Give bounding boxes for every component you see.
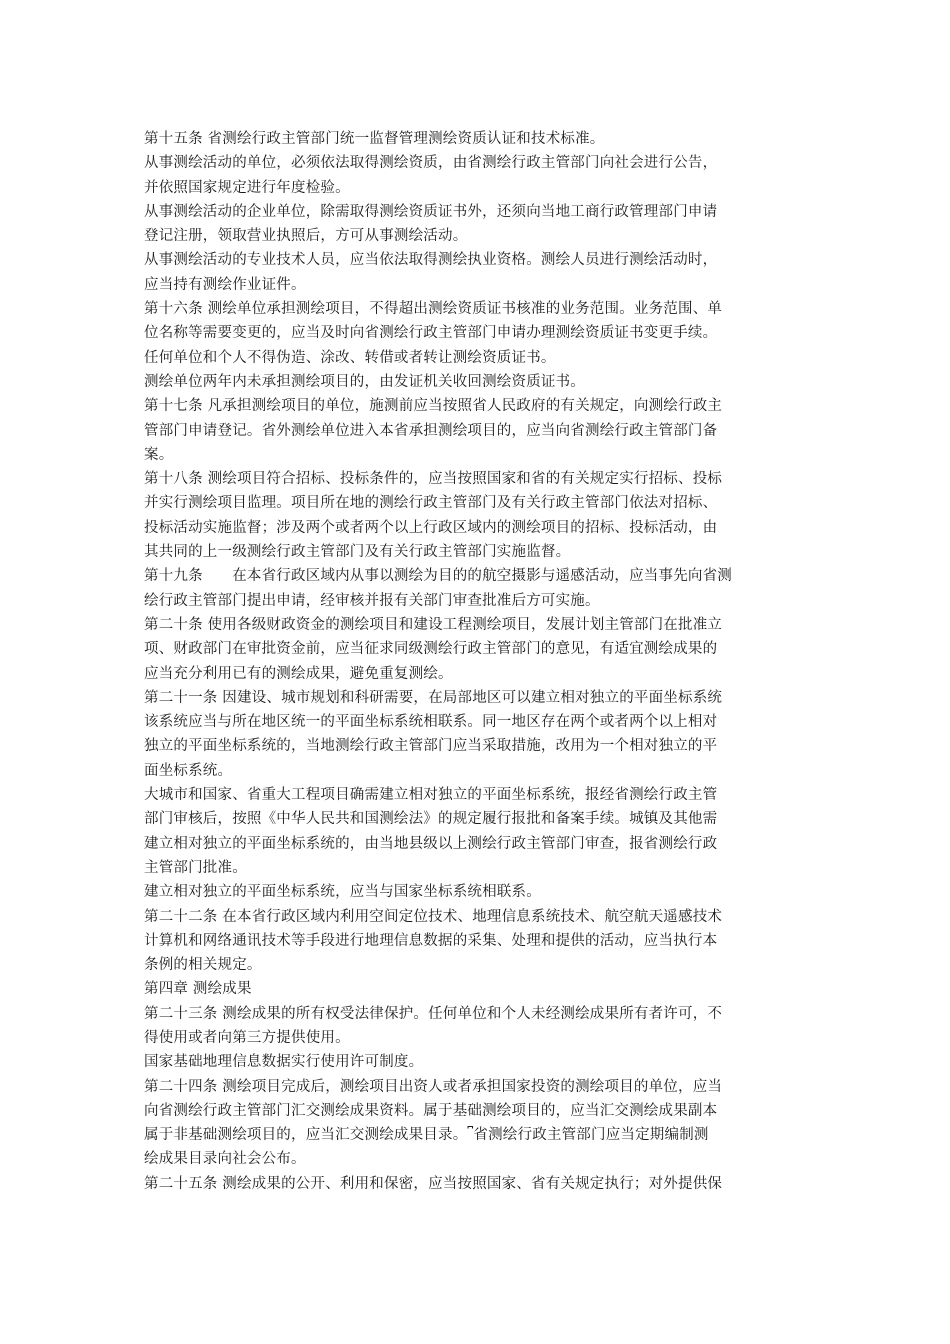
text-line: 国家基础地理信息数据实行使用许可制度。 xyxy=(144,1054,424,1071)
chapter-heading: 第四章 测绘成果 xyxy=(144,981,252,998)
text-line: 任何单位和个人不得伪造、涂改、转借或者转让测绘资质证书。 xyxy=(144,349,556,366)
text-line: 第二十五条 测绘成果的公开、利用和保密，应当按照国家、省有关规定执行；对外提供保 xyxy=(144,1175,723,1192)
text-line: 部门审核后，按照《中华人民共和国测绘法》的规定履行报批和备案手续。城镇及其他需 xyxy=(144,811,718,828)
text-line: 绘成果目录向社会公布。 xyxy=(144,1151,306,1168)
document-page xyxy=(144,127,814,1196)
text-line: 向省测绘行政主管部门汇交测绘成果资料。属于基础测绘项目的，应当汇交测绘成果副本 xyxy=(144,1102,718,1119)
text-line: 第十八条 测绘项目符合招标、投标条件的，应当按照国家和省的有关规定实行招标、投标 xyxy=(144,471,723,488)
text-line: 绘行政主管部门提出申请，经审核并报有关部门审查批准后方可实施。 xyxy=(144,592,600,609)
text-line: 项、财政部门在审批资金前，应当征求同级测绘行政主管部门的意见，有适宜测绘成果的 xyxy=(144,641,718,658)
text-line: 第十七条 凡承担测绘项目的单位，施测前应当按照省人民政府的有关规定，向测绘行政主 xyxy=(144,398,723,415)
text-line: 第二十二条 在本省行政区域内利用空间定位技术、地理信息系统技术、航空航天遥感技术 xyxy=(144,908,723,925)
text-line: 应当充分利用已有的测绘成果，避免重复测绘。 xyxy=(144,665,453,682)
text-line: 位名称等需要变更的，应当及时向省测绘行政主管部门申请办理测绘资质证书变更手续。 xyxy=(144,325,718,342)
text-line: 该系统应当与所在地区统一的平面坐标系统相联系。同一地区存在两个或者两个以上相对 xyxy=(144,714,718,731)
text-line: 主管部门批准。 xyxy=(144,859,247,876)
text-line: 计算机和网络通讯技术等手段进行地理信息数据的采集、处理和提供的活动，应当执行本 xyxy=(144,932,718,949)
text-line: 第二十三条 测绘成果的所有权受法律保护。任何单位和个人未经测绘成果所有者许可，不 xyxy=(144,1005,723,1022)
text-line: 第二十一条 因建设、城市规划和科研需要，在局部地区可以建立相对独立的平面坐标系统 xyxy=(144,689,723,706)
text-line: 建立相对独立的平面坐标系统，应当与国家坐标系统相联系。 xyxy=(144,884,541,901)
text-line: 测绘单位两年内未承担测绘项目的，由发证机关收回测绘资质证书。 xyxy=(144,373,585,390)
text-line: 第十六条 测绘单位承担测绘项目，不得超出测绘资质证书核准的业务范围。业务范围、单 xyxy=(144,301,723,318)
text-line: 投标活动实施监督；涉及两个或者两个以上行政区域内的测绘项目的招标、投标活动，由 xyxy=(144,519,718,536)
text-line: 从事测绘活动的单位，必须依法取得测绘资质，由省测绘行政主管部门向社会进行公告， xyxy=(144,155,718,172)
text-line: 大城市和国家、省重大工程项目确需建立相对独立的平面坐标系统，报经省测绘行政主管 xyxy=(144,787,718,804)
text-line: 第十五条 省测绘行政主管部门统一监督管理测绘资质认证和技术标准。 xyxy=(144,131,605,147)
text-line: 第二十条 使用各级财政资金的测绘项目和建设工程测绘项目，发展计划主管部门在批准立 xyxy=(144,616,723,633)
text-line: 应当持有测绘作业证件。 xyxy=(144,276,306,293)
text-line: 并依照国家规定进行年度检验。 xyxy=(144,179,350,196)
text-line: 并实行测绘项目监理。项目所在地的测绘行政主管部门及有关行政主管部门依法对招标、 xyxy=(144,495,718,512)
text-line: 登记注册，领取营业执照后，方可从事测绘活动。 xyxy=(144,228,468,245)
text-line: 案。 xyxy=(144,446,174,463)
text-line: 从事测绘活动的企业单位，除需取得测绘资质证书外，还须向当地工商行政管理部门申请 xyxy=(144,203,718,220)
text-line: 面坐标系统。 xyxy=(144,762,233,779)
text-line: 条例的相关规定。 xyxy=(144,957,262,974)
text-line: 建立相对独立的平面坐标系统的，由当地县级以上测绘行政主管部门审查，报省测绘行政 xyxy=(144,835,718,852)
text-line: 从事测绘活动的专业技术人员，应当依法取得测绘执业资格。测绘人员进行测绘活动时， xyxy=(144,252,718,269)
text-line: 其共同的上一级测绘行政主管部门及有关行政主管部门实施监督。 xyxy=(144,544,571,561)
text-line: 第十九条 在本省行政区域内从事以测绘为目的的航空摄影与遥感活动，应当事先向省测 xyxy=(144,568,732,585)
text-line: 独立的平面坐标系统的，当地测绘行政主管部门应当采取措施，改用为一个相对独立的平 xyxy=(144,738,718,755)
text-line: 管部门申请登记。省外测绘单位进入本省承担测绘项目的，应当向省测绘行政主管部门备 xyxy=(144,422,718,439)
text-line: 第二十四条 测绘项目完成后，测绘项目出资人或者承担国家投资的测绘项目的单位，应当 xyxy=(144,1078,723,1095)
text-line: 得使用或者向第三方提供使用。 xyxy=(144,1029,350,1046)
text-line: 属于非基础测绘项目的，应当汇交测绘成果目录。⎴省测绘行政主管部门应当定期编制测 xyxy=(144,1127,709,1144)
